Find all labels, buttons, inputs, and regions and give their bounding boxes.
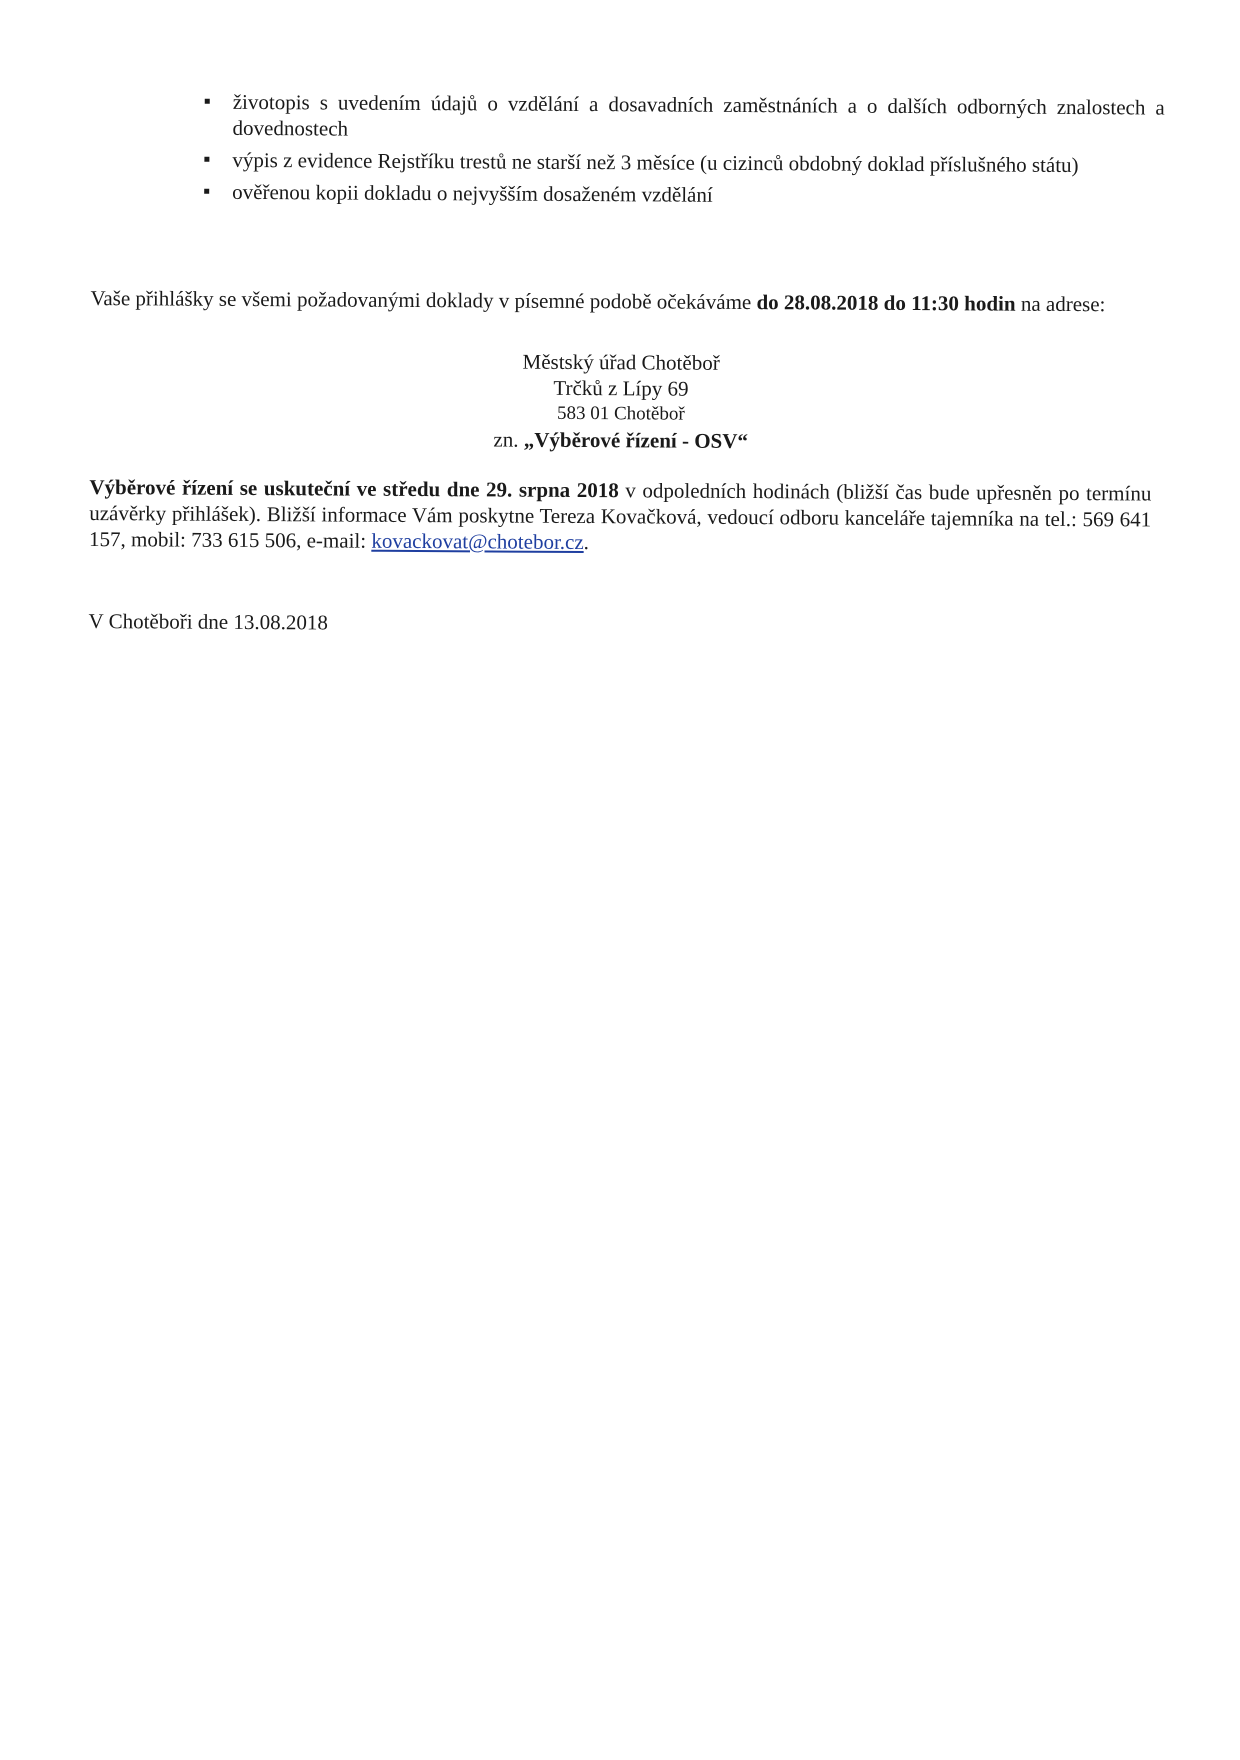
deadline-text: Vaše přihlášky se všemi požadovanými doklady v písemné podobě očekáváme bbox=[90, 286, 757, 315]
reference-label: „Výběrové řízení - OSV“ bbox=[523, 427, 749, 454]
requirement-text: životopis s uvedením údajů o vzdělání a dosavadních zaměstnáních a o dalších odborných znalostech a dovednostech bbox=[232, 89, 1165, 141]
address-reference bbox=[90, 424, 1152, 456]
requirements-list bbox=[204, 89, 1165, 217]
interview-end: . bbox=[583, 530, 590, 555]
bullet-square-icon bbox=[205, 99, 210, 104]
requirement-text: ověřenou kopii dokladu o nejvyšším dosaženém vzdělání bbox=[232, 179, 713, 207]
address-postal: 583 01 Chotěboř bbox=[556, 402, 685, 425]
requirement-text: výpis z evidence Rejstříku trestů ne starší než 3 měsíce (u cizinců obdobný doklad příslušného státu) bbox=[232, 147, 1079, 178]
address-street: Trčků z Lípy 69 bbox=[553, 375, 689, 401]
list-item bbox=[204, 147, 1164, 179]
reference-prefix: zn. bbox=[493, 427, 524, 452]
list-item bbox=[205, 89, 1165, 147]
signoff-date: V Chotěboři dne 13.08.2018 bbox=[88, 609, 329, 635]
email-link[interactable]: kovackovat@chotebor.cz bbox=[371, 528, 584, 555]
deadline-paragraph bbox=[90, 285, 1152, 317]
interview-date: Výběrové řízení se uskuteční ve středu dne 29. srpna 2018 bbox=[89, 475, 619, 503]
deadline-date: do 28.08.2018 do 11:30 hodin bbox=[756, 290, 1016, 316]
bullet-square-icon bbox=[204, 157, 209, 162]
mailing-address bbox=[90, 346, 1153, 456]
interview-text: v odpoledních hodinách (bližší čas bude upřesněn po termínu uzávěrky přihlášek). Bližší informace Vám poskytne Tereza Kovačková, vedoucí odboru kanceláře tajemníka na tel.: 569 641 157, mobil: 733 615 506, e-mail: bbox=[89, 478, 1152, 553]
interview-paragraph bbox=[89, 474, 1151, 558]
bullet-square-icon bbox=[204, 189, 209, 194]
list-item bbox=[204, 179, 1164, 211]
deadline-text-end: na adrese: bbox=[1015, 291, 1106, 317]
address-office: Městský úřad Chotěboř bbox=[522, 349, 720, 375]
